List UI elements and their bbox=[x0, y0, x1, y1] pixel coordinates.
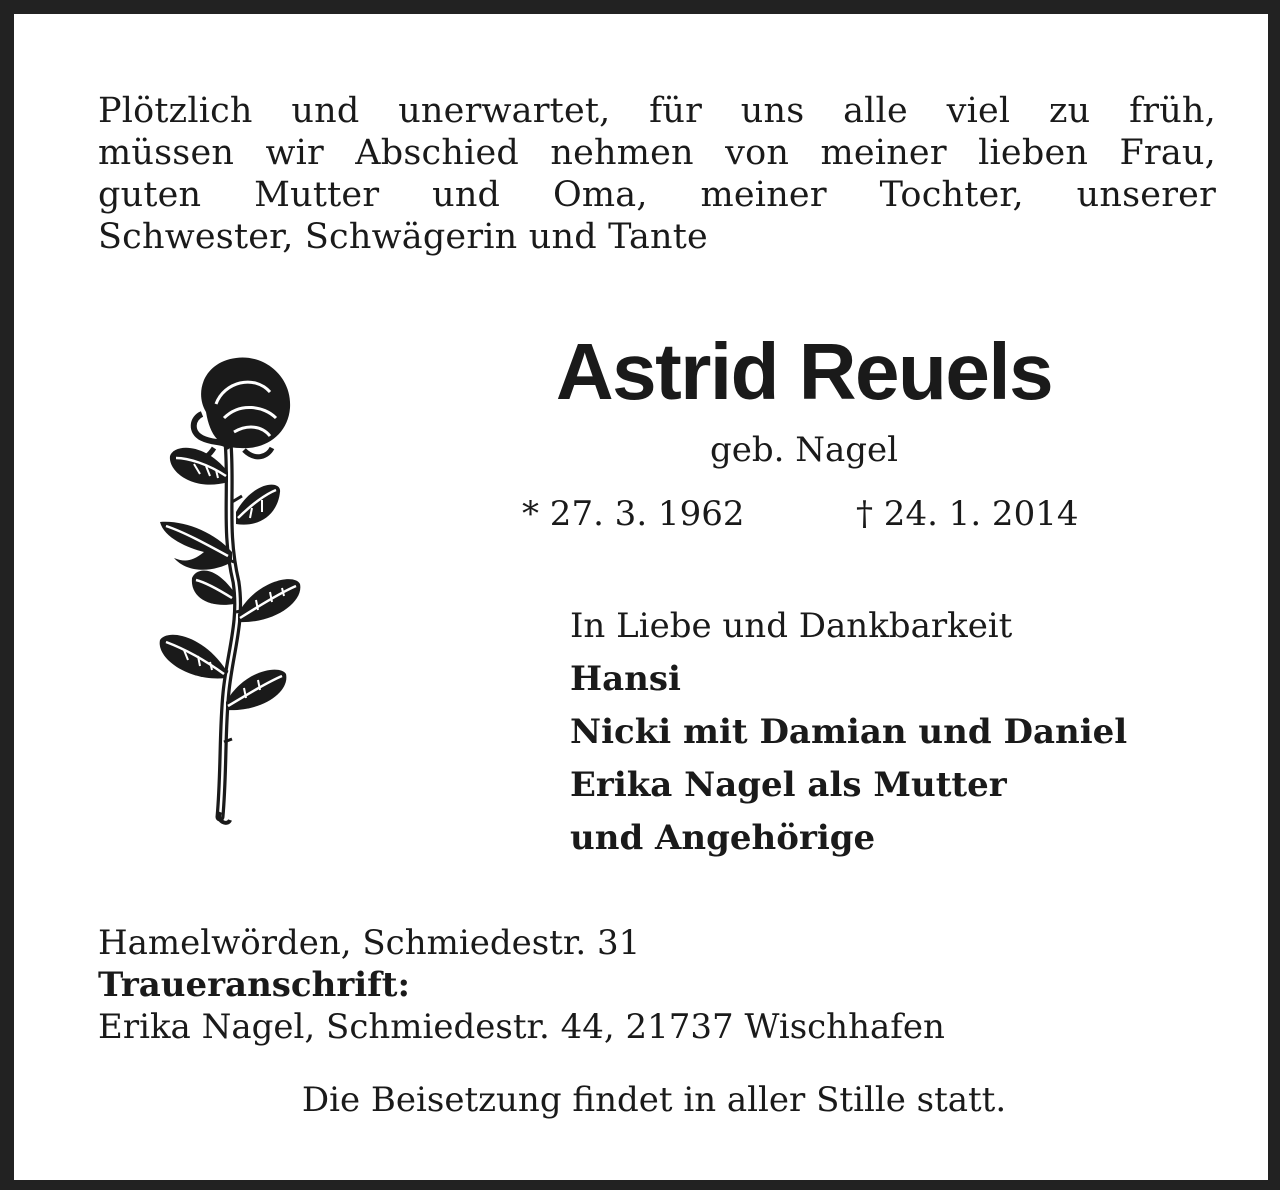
deceased-name: Astrid Reuels bbox=[555, 327, 1053, 416]
death-date: † 24. 1. 2014 bbox=[856, 494, 1079, 534]
address-block bbox=[98, 922, 1198, 1048]
mourning-address-label: Traueranschrift: bbox=[98, 965, 411, 1005]
family-member: Nicki mit Damian und Daniel bbox=[570, 712, 1128, 752]
family-lead: In Liebe und Dankbarkeit bbox=[570, 606, 1013, 646]
residence-address: Hamelwörden, Schmiedestr. 31 bbox=[98, 923, 641, 963]
intro-line: guten Mutter und Oma, meiner Tochter, unserer bbox=[98, 175, 1216, 215]
intro-line: Plötzlich und unerwartet, für uns alle viel zu früh, bbox=[98, 91, 1216, 131]
mourning-address: Erika Nagel, Schmiedestr. 44, 21737 Wischhafen bbox=[98, 1007, 945, 1047]
maiden-name: geb. Nagel bbox=[709, 430, 899, 470]
birth-date: * 27. 3. 1962 bbox=[522, 494, 745, 534]
closing-note: Die Beisetzung findet in aller Stille statt. bbox=[301, 1080, 1007, 1120]
family-member: Erika Nagel als Mutter bbox=[570, 765, 1007, 805]
intro-line: müssen wir Abschied nehmen von meiner lieben Frau, bbox=[98, 133, 1216, 173]
family-member: Hansi bbox=[570, 659, 681, 699]
intro-text bbox=[98, 90, 1216, 258]
rose-icon bbox=[144, 352, 314, 832]
intro-line: Schwester, Schwägerin und Tante bbox=[98, 217, 708, 257]
family-member: und Angehörige bbox=[570, 818, 876, 858]
family-signature bbox=[570, 600, 1210, 865]
